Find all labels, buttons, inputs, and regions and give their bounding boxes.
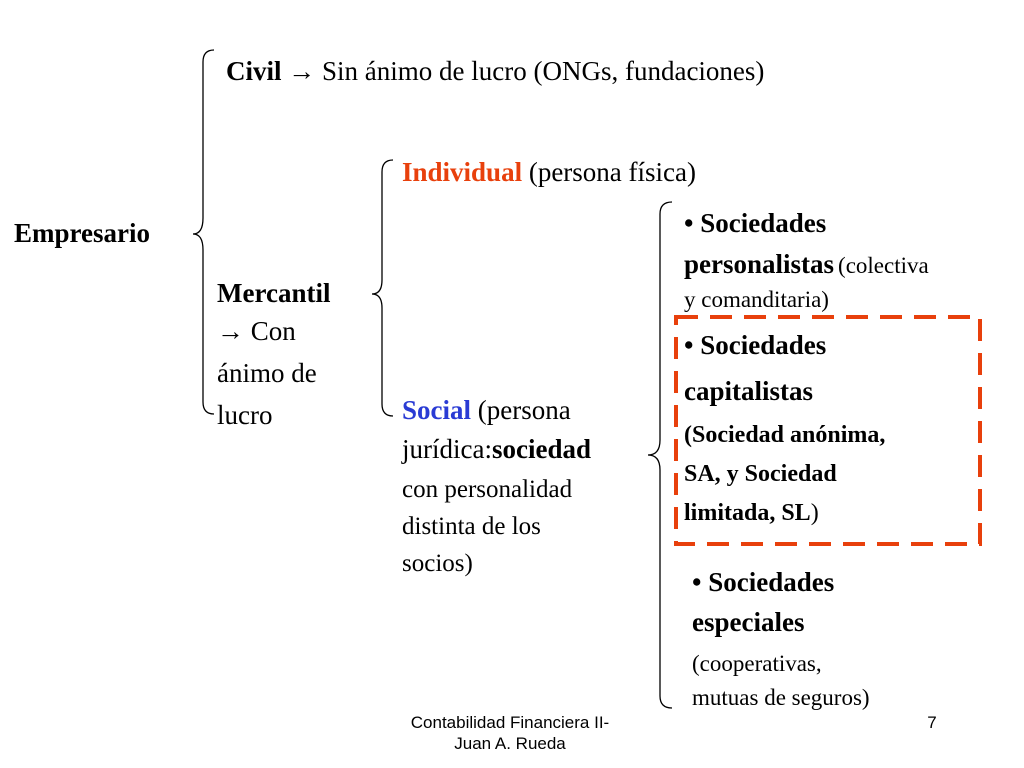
social-line4: distinta de los: [402, 513, 541, 540]
individual-description: (persona física): [528, 157, 696, 187]
mercantil-desc-line1: → Con: [217, 316, 296, 346]
mercantil-desc-line2: ánimo de: [217, 358, 317, 388]
especiales-line3: (cooperativas,: [692, 651, 822, 676]
capitalistas-line5: limitada, SL): [684, 500, 819, 526]
civil-description: Sin ánimo de lucro (ONGs, fundaciones): [322, 56, 765, 86]
capitalistas-line1: • Sociedades: [684, 330, 827, 360]
social-line3: con personalidad: [402, 476, 573, 503]
individual-node: [402, 154, 696, 190]
page-number: 7: [927, 713, 937, 732]
brace-empresario: [193, 50, 214, 414]
social-line5: socios): [402, 550, 473, 577]
bullet-icon: •: [684, 330, 694, 360]
bullet-icon: •: [684, 208, 694, 238]
brace-social: [648, 202, 672, 708]
capitalistas-line4: SA, y Sociedad: [684, 461, 837, 487]
especiales-line2: especiales: [692, 607, 805, 637]
individual-title: Individual: [402, 157, 523, 187]
capitalistas-line3: (Sociedad anónima,: [684, 422, 886, 448]
mercantil-title: Mercantil: [217, 278, 331, 308]
especiales-line1: • Sociedades: [692, 567, 835, 597]
empresario-label: Empresario: [14, 218, 150, 248]
especiales-line4: mutuas de seguros): [692, 685, 870, 710]
social-title: Social: [402, 395, 472, 425]
social-line2: jurídica:sociedad: [402, 434, 591, 464]
footer-credit: Contabilidad Financiera II- Juan A. Rueda: [410, 713, 610, 753]
brace-mercantil: [372, 160, 393, 416]
personalistas-line1: • Sociedades: [684, 208, 827, 238]
bullet-icon: •: [692, 567, 702, 597]
mercantil-desc-line3: lucro: [217, 400, 273, 430]
social-line1: Social (persona: [402, 395, 571, 425]
civil-node: [226, 53, 764, 89]
personalistas-line2: personalistas (colectiva: [684, 249, 929, 279]
arrow-icon: →: [217, 316, 244, 346]
arrow-icon: →: [288, 56, 316, 86]
civil-title: Civil: [226, 56, 282, 86]
capitalistas-line2: capitalistas: [684, 376, 814, 406]
personalistas-line3: y comanditaria): [684, 287, 829, 312]
